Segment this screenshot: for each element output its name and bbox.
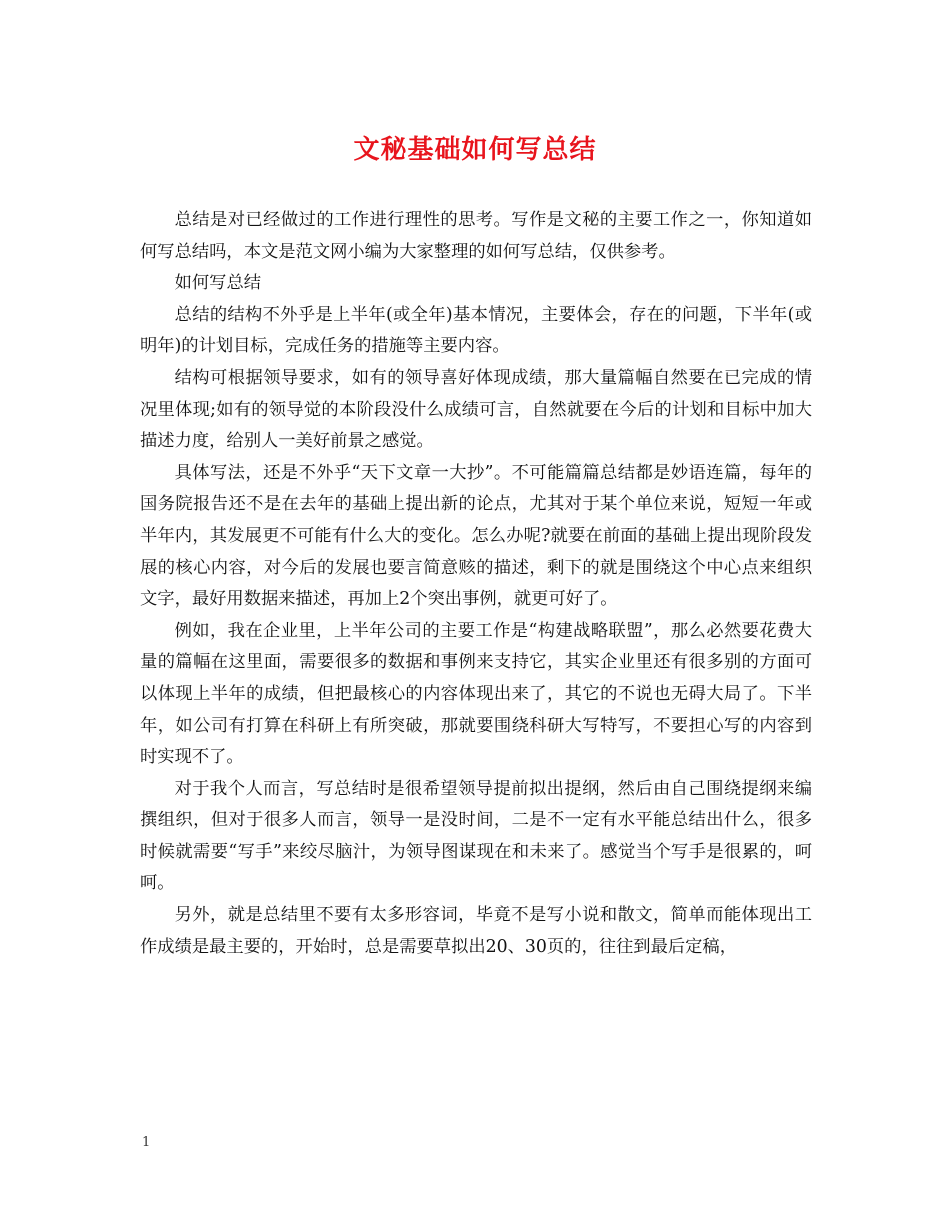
paragraph-heading: 如何写总结 [174,273,262,294]
paragraph-additional: 另外，就是总结里不要有太多形容词，毕竟不是写小说和散文，简单而能体现出工作成绩是最主要的，开始时，总是需要草拟出20、30页的，往往到最后定稿， [140,905,812,957]
paragraph-example: 例如，我在企业里，上半年公司的主要工作是“构建战略联盟”，那么必然要花费大量的篇幅在这里面，需要很多的数据和事例来支持它，其实企业里还有很多别的方面可以体现上半年的成绩，但把最核心的内容体现出来了，其它的不说也无碍大局了。下半年，如公司有打算在科研上有所突破，那就要围绕科研大写特写，不要担心写的内容到时实现不了。 [140,620,812,768]
paragraph-leader-requirements: 结构可根据领导要求，如有的领导喜好体现成绩，那大量篇幅自然要在已完成的情况里体现;如有的领导觉的本阶段没什么成绩可言，自然就要在今后的计划和目标中加大描述力度，给别人一美好前景之感觉。 [140,367,812,452]
paragraph-intro: 总结是对已经做过的工作进行理性的思考。写作是文秘的主要工作之一，你知道如何写总结吗，本文是范文网小编为大家整理的如何写总结，仅供参考。 [140,210,812,262]
paragraph-writing-method: 具体写法，还是不外乎“天下文章一大抄”。不可能篇篇总结都是妙语连篇，每年的国务院报告还不是在去年的基础上提出新的论点，尤其对于某个单位来说，短短一年或半年内，其发展更不可能有什么大的变化。怎么办呢?就要在前面的基础上提出现阶段发展的核心内容，对今后的发展也要言简意赅的描述，剩下的就是围绕这个中心点来组织文字，最好用数据来描述，再加上2个突出事例，就更可好了。 [140,462,812,610]
paragraph-personal: 对于我个人而言，写总结时是很希望领导提前拟出提纲，然后由自己围绕提纲来编撰组织，但对于很多人而言，领导一是没时间，二是不一定有水平能总结出什么，很多时候就需要“写手”来绞尽脑汁，为领导图谋现在和未来了。感觉当个写手是很累的，呵呵。 [140,778,812,894]
paragraph-structure: 总结的结构不外乎是上半年(或全年)基本情况，主要体会，存在的问题，下半年(或明年)的计划目标，完成任务的措施等主要内容。 [140,304,812,357]
document-title: 文秘基础如何写总结 [353,135,597,165]
document-body [140,205,812,963]
page-number: 1 [142,1135,151,1150]
